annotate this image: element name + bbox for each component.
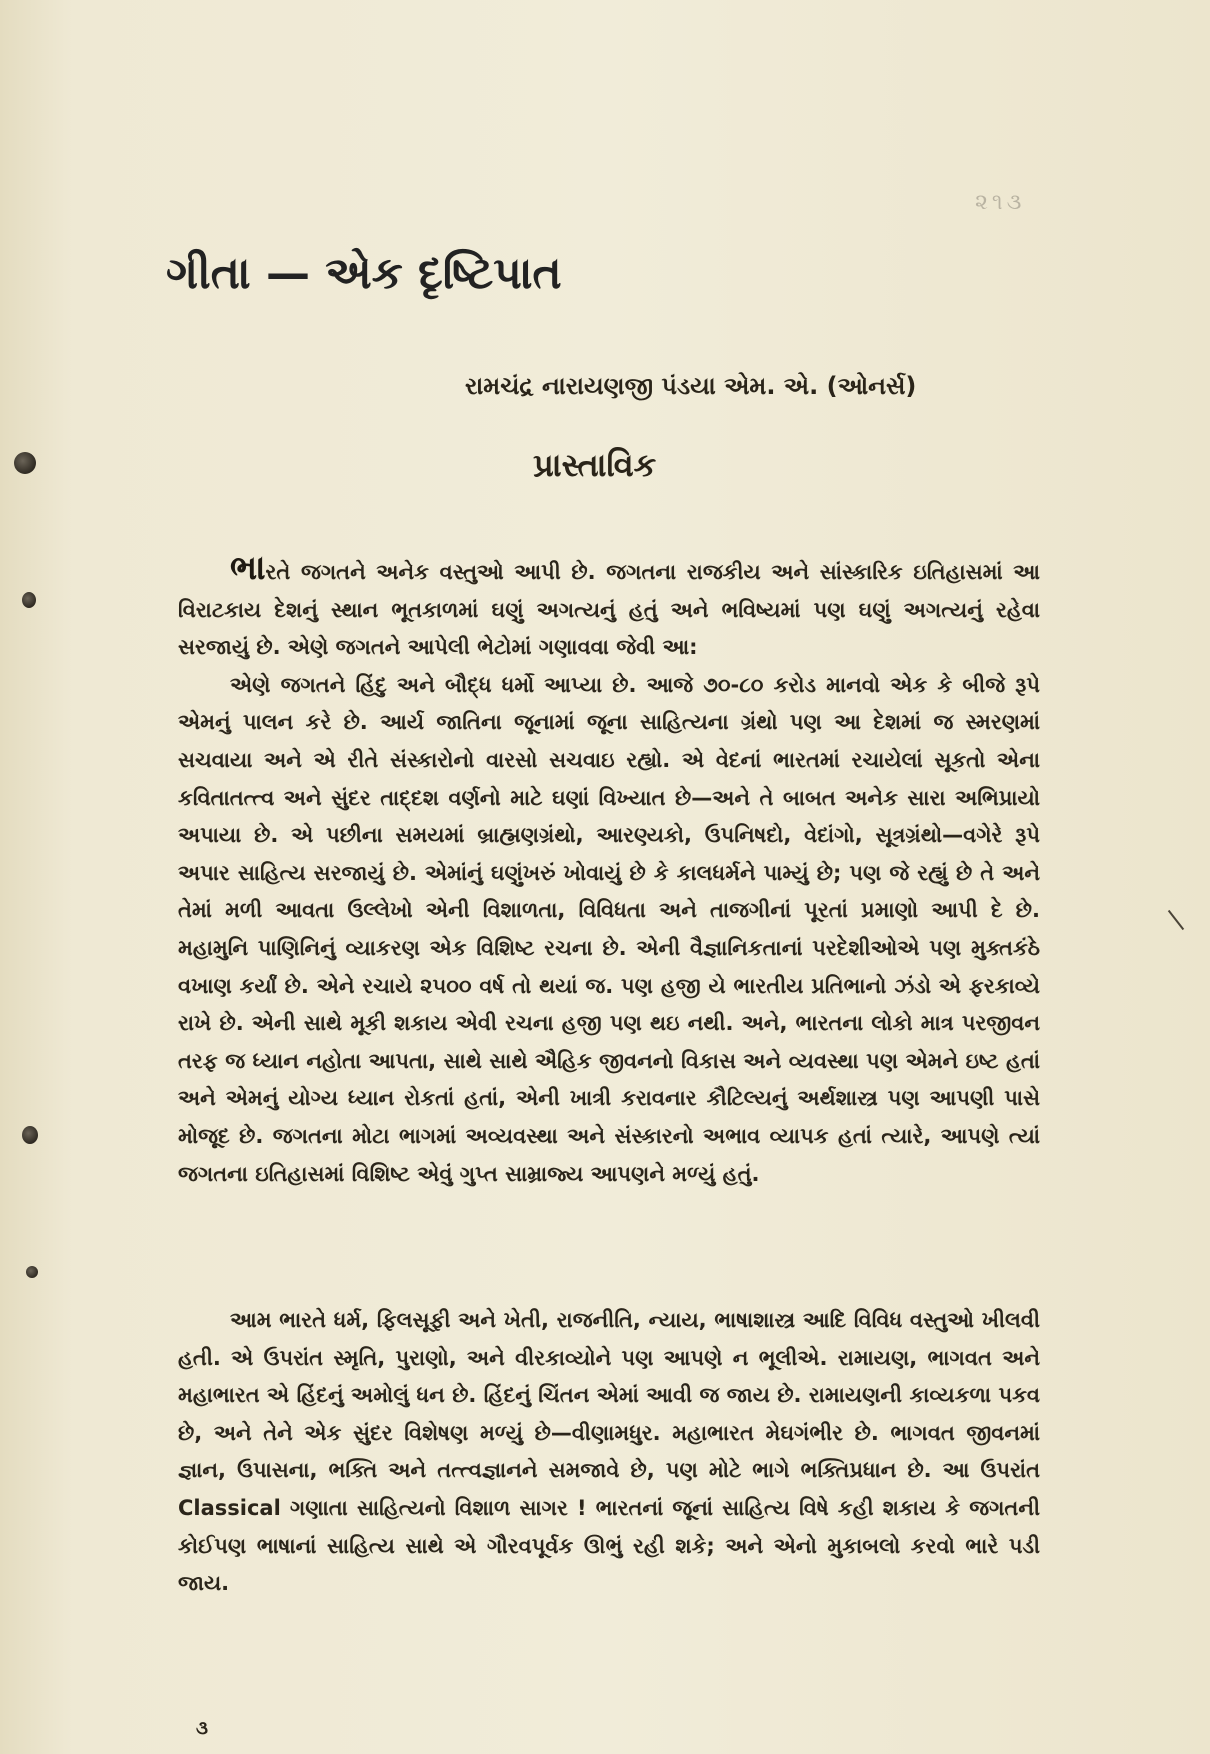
drop-cap: ભા — [230, 548, 266, 588]
punch-hole-1 — [14, 452, 36, 474]
page-number: ૩ — [196, 1718, 208, 1739]
pencil-mark — [1168, 910, 1184, 930]
section-heading: પ્રાસ્તાવિક — [533, 446, 657, 484]
punch-hole-3 — [22, 1126, 38, 1144]
article-title: ગીતા — એક દૃષ્ટિપાત — [166, 248, 562, 299]
paragraph-1-text: રતે જગતને અનેક વસ્તુઓ આપી છે. જગતના રાજકીય અને સાંસ્કારિક ઇતિહાસમાં આ વિરાટકાય દેશનું સ્થાન ભૂતકાળમાં ઘણું અગત્યનું હતું અને ભવિષ્યમાં પણ ઘણું અગત્યનું રહેવા સરજાયું છે. એણે જગતને આપેલી ભેટોમાં ગણાવવા જેવી આ: — [178, 560, 1040, 660]
faint-page-mark: ૨૧૩ — [975, 190, 1026, 215]
paragraph-1-body: એણે જગતને હિંદુ અને બૌદ્ધ ધર્મો આપ્યા છે. આજે ૭૦-૮૦ કરોડ માનવો એક કે બીજે રૂપે એમનું પાલન કરે છે. આર્ય જાતિના જૂનામાં જૂના સાહિત્યના ગ્રંથો પણ આ દેશમાં જ સ્મરણમાં સચવાયા અને એ રીતે સંસ્કારોનો વારસો સચવાઇ રહ્યો. એ વેદનાં ભારતમાં રચાયેલાં સૂકતો એના કવિતાતત્ત્વ અને સુંદર તાદ્દશ વર્ણનો માટે ઘણાં વિખ્યાત છે—અને તે બાબત અનેક સારા અભિપ્રાયો અપાયા છે. એ પછીના સમયમાં બ્રાહ્મણગ્રંથો, આરણ્યકો, ઉપનિષદો, વેદાંગો, સૂત્રગ્રંથો—વગેરે રૂપે અપાર સાહિત્ય સરજાયું છે. એમાંનું ઘણુંખરું ખોવાયું છે કે કાલધર્મને પામ્યું છે; પણ જે રહ્યું છે તે અને તેમાં મળી આવતા ઉલ્લેખો એની વિશાળતા, વિવિધતા અને તાજગીનાં પૂરતાં પ્રમાણો આપી દે છે. મહામુનિ પાણિનિનું વ્યાકરણ એક વિશિષ્ટ રચના છે. એની વૈજ્ઞાનિકતાનાં પરદેશીઓએ પણ મુક્તકંઠે વખાણ કર્યાં છે. એને રચાયે ૨૫૦૦ વર્ષ તો થયાં જ. પણ હજી યે ભારતીય પ્રતિભાનો ઝંડો એ ફરકાવ્યે રાખે છે. એની સાથે મૂકી શકાય એવી રચના હજી પણ થઇ નથી. અને, ભારતના લોકો માત્ર પરજીવન તરફ જ ધ્યાન નહોતા આપતા, સાથે સાથે ઐહિક જીવનનો વિકાસ અને વ્યવસ્થા પણ એમને ઇષ્ટ હતાં અને એમનું યોગ્ય ધ્યાન રોકતાં હતાં, એની ખાત્રી કરાવનાર કૌટિલ્યનું અર્થશાસ્ત્ર પણ આપણી પાસે મોજૂદ છે. જગતના મોટા ભાગમાં અવ્યવસ્થા અને સંસ્કારનો અભાવ વ્યાપક હતાં ત્યારે, આપણે ત્યાં જગતના ઇતિહાસમાં વિશિષ્ટ એવું ગુપ્ત સામ્રાજ્ય આપણને મળ્યું હતું. — [178, 672, 1040, 1186]
author-byline: રામચંદ્ર નારાયણજી પંડયા એમ. એ. (ઓનર્સ) — [465, 372, 917, 400]
paragraph-1 — [178, 550, 1040, 1193]
punch-hole-4 — [26, 1266, 38, 1278]
paragraph-2-text: આમ ભારતે ધર્મ, ફિલસૂફી અને ખેતી, રાજનીતિ, ન્યાય, ભાષાશાસ્ત્ર આદિ વિવિધ વસ્તુઓ ખીલવી હતી. એ ઉપરાંત સ્મૃતિ, પુરાણો, અને વીરકાવ્યોને પણ આપણે ન ભૂલીએ. રામાયણ, ભાગવત અને મહાભારત એ હિંદનું અમોલું ધન છે. હિંદનું ચિંતન એમાં આવી જ જાય છે. રામાયણની કાવ્યકળા પકવ છે, અને તેને એક સુંદર વિશેષણ મળ્યું છે—વીણામધુર. મહાભારત મેઘગંભીર છે. ભાગવત જીવનમાં જ્ઞાન, ઉપાસના, ભક્તિ અને તત્ત્વજ્ઞાનને સમજાવે છે, પણ મોટે ભાગે ભક્તિપ્રધાન છે. આ ઉપરાંત Classical ગણાતા સાહિત્યનો વિશાળ સાગર ! ભારતનાં જૂનાં સાહિત્ય વિષે કહી શકાય કે જગતની કોઈપણ ભાષાનાં સાહિત્ય સાથે એ ગૌરવપૂર્વક ઊભું રહી શકે; અને એનો મુકાબલો કરવો ભારે પડી જાય. — [178, 1308, 1040, 1596]
paragraph-2 — [178, 1302, 1040, 1603]
punch-hole-2 — [22, 592, 36, 608]
paragraph-1-intro — [178, 550, 1040, 667]
